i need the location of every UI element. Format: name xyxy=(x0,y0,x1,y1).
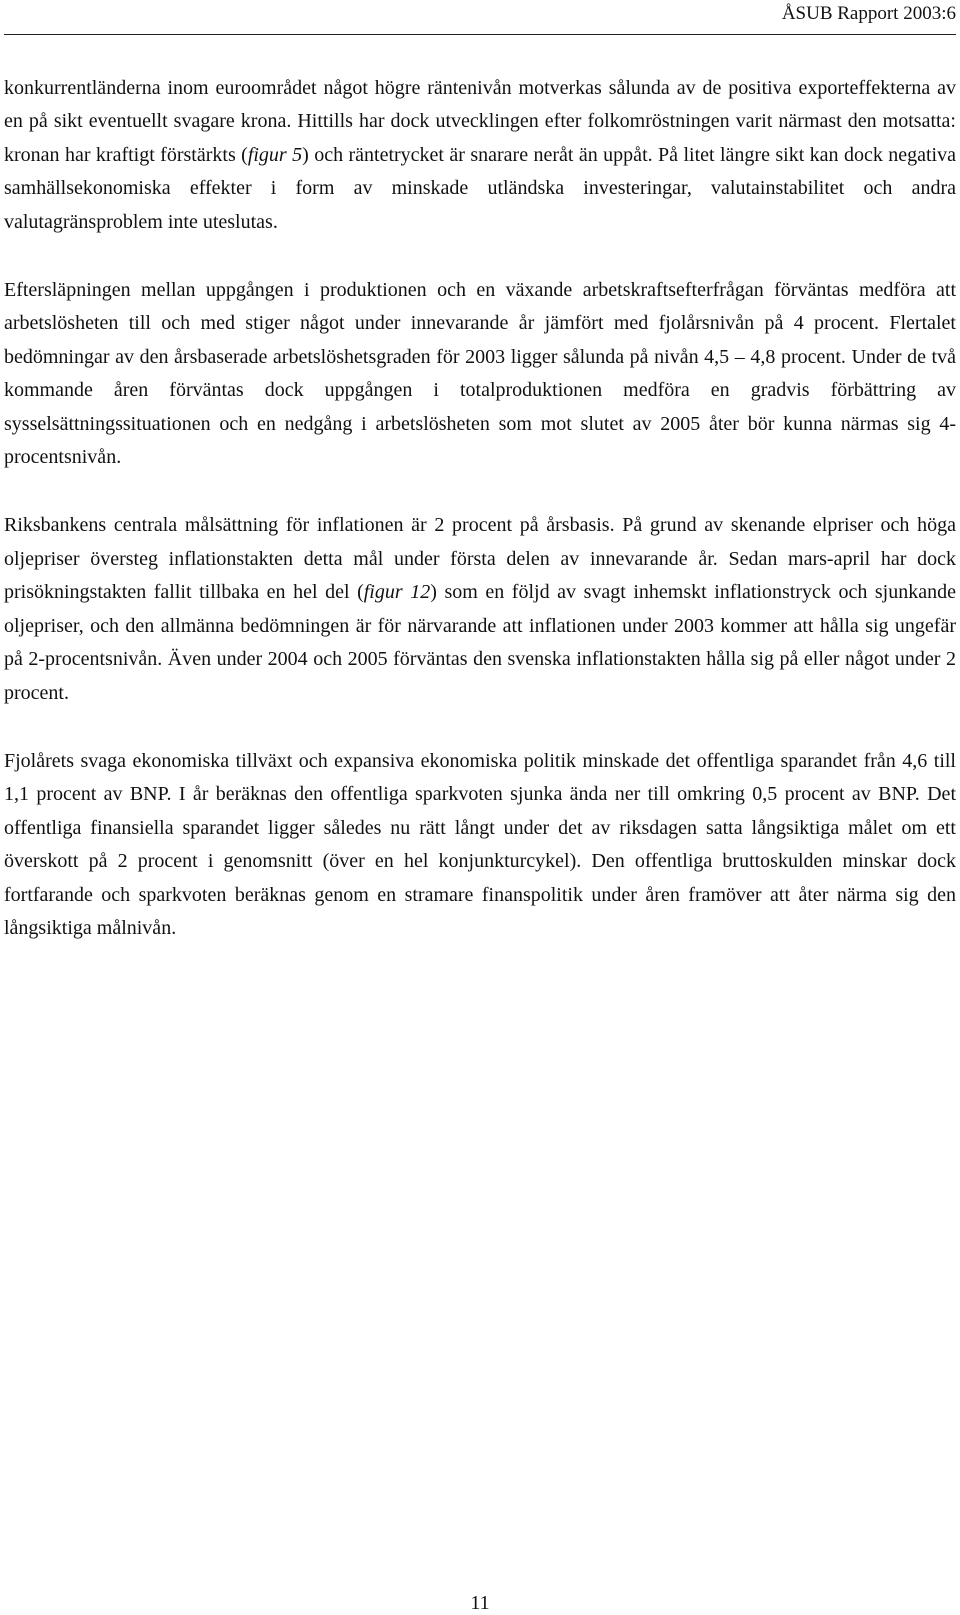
paragraph-unemployment: Eftersläpningen mellan uppgången i produktionen och en växande arbetskraftsefterfrågan förväntas medföra att arbetslösheten till och med stiger något under innevarande år jämfört med fjolårsnivån på 4 procent. Flertalet bedömningar av den årsbaserade arbetslöshetsgraden för 2003 ligger sålunda på nivån 4,5 – 4,8 procent. Under de två kommande åren förväntas dock uppgången i totalproduktionen medföra en gradvis förbättring av sysselsättningssituationen och en nedgång i arbetslösheten som mot slutet av 2005 åter bör kunna närmas sig 4-procentsnivån. xyxy=(4,279,956,469)
paragraph-inflation xyxy=(4,509,956,709)
paragraph-text: ) och räntetrycket är snarare neråt än uppåt. På litet längre sikt kan dock negativa samhällsekonomiska effekter i form av minskade utländska investeringar, valutainstabilitet och andra valutagränsproblem inte uteslutas. xyxy=(4,143,956,233)
body-text xyxy=(4,72,956,980)
paragraph-currency xyxy=(4,72,956,239)
page-number: 11 xyxy=(470,1592,490,1614)
paragraph-text: konkurrentländerna inom euroområdet något högre räntenivån motverkas sålunda av de positiva exporteffekterna av en på sikt eventuellt svagare krona. Hittills har dock utvecklingen efter folkomröstningen varit närmast den motsatta: kronan har kraftigt förstärkts ( xyxy=(4,77,956,166)
figure-reference: figur 5 xyxy=(247,143,303,166)
paragraph-text: ) som en följd av svagt inhemskt inflationstryck och sjunkande oljepriser, och den allmänna bedömningen är för närvarande att inflationen under 2003 kommer att hålla sig ungefär på 2-procentsnivån. Även under 2004 och 2005 förväntas den svenska inflationstakten hålla sig på eller något under 2 procent. xyxy=(4,581,956,704)
header-rule xyxy=(4,34,956,35)
paragraph-public-finances: Fjolårets svaga ekonomiska tillväxt och expansiva ekonomiska politik minskade det offentliga sparandet från 4,6 till 1,1 procent av BNP. I år beräknas den offentliga sparkvoten sjunka ända ner till omkring 0,5 procent av BNP. Det offentliga finansiella sparandet ligger således nu rätt långt under det av riksdagen satta långsiktiga målet om ett överskott på 2 procent i genomsnitt (över en hel konjunkturcykel). Den offentliga bruttoskulden minskar dock fortfarande och sparkvoten beräknas genom en stramare finanspolitik under åren framöver att åter närma sig den långsiktiga målnivån. xyxy=(4,749,956,939)
figure-reference: figur 12 xyxy=(363,581,431,604)
paragraph-text: Riksbankens centrala målsättning för inflationen är 2 procent på årsbasis. På grund av skenande elpriser och höga oljepriser översteg inflationstakten detta mål under första delen av innevarande år. Sedan mars-april har dock prisökningstakten fallit tillbaka en hel del ( xyxy=(4,514,956,604)
running-header: ÅSUB Rapport 2003:6 xyxy=(781,3,956,24)
